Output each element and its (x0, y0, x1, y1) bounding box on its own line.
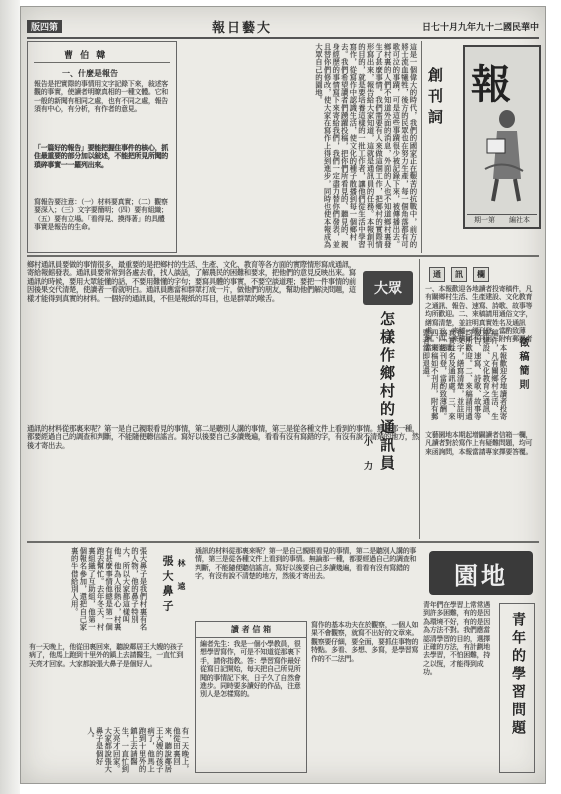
article-subtitle: 一、什麼是報告 (62, 68, 118, 78)
founding-title: 創刊詞 (426, 67, 444, 130)
youth-title-box (499, 603, 535, 773)
story-continuation: 有一天晚上，他從田裏回來，聽說鄰居王大嫂的孩子病了，他馬上跑到十里外的鎮上去請醫生，一直忙到天亮才回家。大家都說張大鼻子是個好人。 (86, 727, 190, 773)
logo-footer (467, 214, 537, 225)
column-logo (463, 45, 541, 229)
upper-center-text: 通訊的材料從那裏來呢？第一是自己親眼看見的事情，第二是聽別人講的事情，第三是從各種文件上看到的事情。無論那一種，都要經過自己的調查和判斷，不能隨便聽信謠言。寫好以後要自己多讀幾遍，看看有沒有寫錯的字，有沒有說不清楚的地方，然後才寄出去。 (195, 547, 417, 581)
story-body-2: 有一天晚上，他從田裏回來，聽說鄰居王大嫂的孩子病了，他馬上跑到十里外的鎮上去請醫生，一直忙到天亮才回家。大家都說張大鼻子是個好人。 (29, 643, 184, 668)
feature-headline: 怎樣作鄉村的通訊員 (378, 311, 396, 473)
column-side-title: 徵稿簡則 (517, 337, 528, 393)
story-body: 張大鼻子是我們村裏有名的人物，他的鼻子特別大，所以大家都這樣叫他。他為人很熱心，村裏有甚麼事情他總是第一個跑去幫忙。去年冬天，村裏組織了互助組，他第一個報名參加，還把自己家裏的牛借給別人用。 (70, 547, 148, 631)
feature-body: 鄉村通訊員要做的事情很多，最重要的是把鄉村的生活、生產、文化、教育等各方面的實際情形寫成通訊，寄給報館發表。通訊員要常常到各處去看，找人談話，了解農民的困難和要求，把他們的意見反映出來。寫通訊的時候，要用大眾能懂的話，不要用難懂的字句；要寫具體的事實，不要空談道理；要把一件事情的前因後果交代清楚，使讀者一看就明白。通訊員應當和群眾打成一片，做他們的朋友，幫助他們解決問題，這樣才能得到真實的材料。一個好的通訊員，不但是報紙的耳目，也是群眾的喉舌。 (27, 260, 356, 303)
founding-article-text: 這是一個偉大的時代，我們的國家正在艱苦的抗戰中，前方的將士流血犧牲，後方的民眾也在努力生產，每一個角落都有可歌可泣的事蹟，可是這些事蹟很少被記錄下來，被傳播出去。鄉村裏的人們不知道外面的消息，外面的人也不知道鄉村裏發生了甚麼事情。我們需要有人來做這個工作，把鄉村的實際情形寫出來，報告給大家知道，這就是通訊員的任務。本報創刊的目的，就是要培養這樣的一批工作者，讓他們從生活中學習寫作，從寫作中認識生活，使文化的種子散播到每一個鄉村去。我們希望讀者們踴躍投稿，把你們所看見的、聽見的、親身經歷的事情寫下來寄給我們，我們一定盡力替你們發表，並且替你們修改，使大家在寫作上得到進步，同時也使本報成為大眾自己的園地。 (314, 43, 418, 249)
youth-article-title: 青年的學習問題 (510, 612, 526, 738)
column-body-2: 文藝園地本期起增闢讀者信箱一欄，凡讀者對於寫作上有疑難問題，均可來函詢問，本報當請專家擇要答覆。 (425, 431, 533, 456)
editor-credit: 編社本 (509, 216, 530, 224)
mailbox-header: 讀 者 信 箱 (196, 622, 306, 638)
top-left-article-box (27, 41, 177, 253)
article-body-2: 「一篇好的報告」要能把握住事件的核心，抓住最重要的部分加以敍述，不能把所見所聞的瑣碎事實一一羅列出來。 (34, 143, 168, 169)
youth-article-body: 青年們在學習上常常遇到許多困難，有的是因為環境不好，有的是因為方法不對。我們應當認清學習的目的，選擇正確的方法，有計劃地去學習，不怕困難，持之以恆，才能得到成功。 (423, 601, 490, 677)
garden-banner: 園地 (429, 551, 533, 595)
column-notice: 一、本報歡迎各地讀者投寄稿件，凡有關鄉村生活、生產建設、文化教育之通訊、報告、速寫、詩歌、故事等均所歡迎。二、來稿請用通俗文字，繕寫清楚，並註明真實姓名及通訊處。三、來稿一經刊登，當酌致薄酬。四、來稿如不刊用，附有郵票者當即退還。 (421, 329, 508, 421)
section-divider (27, 255, 539, 257)
page-number: 版四第 (27, 20, 62, 33)
divider (421, 41, 422, 253)
reader-figure-icon (483, 109, 525, 204)
issue-date: 日七十月九年九十二國民華中 (421, 22, 539, 33)
newspaper-title: 報日藝大 (211, 20, 272, 36)
reader-mailbox (195, 621, 307, 773)
column-tag-1: 通 (429, 267, 445, 282)
story-author: 林 遠 (177, 559, 187, 596)
page-edge (0, 0, 20, 794)
writing-advice-text: 寫作的基本功夫在於觀察，一個人如果不會觀察，就寫不出好的文章來。觀察要仔細，要全面，要抓住事物的特點。多看、多想、多寫，是學習寫作的不二法門。 (311, 621, 419, 663)
article-body: 報告是把實際的事情用文字記錄下來，敍述客觀的事實，使讀者明瞭真相的一種文體。它和一般的新聞有相同之處，也有不同之處，報告須有中心，有分析，有作者的意見。 (34, 80, 168, 114)
column-body: 一、本報歡迎各地讀者投寄稿件，凡有關鄉村生活、生產建設、文化教育之通訊、報告、速寫、詩歌、故事等均所歡迎。二、來稿請用通俗文字，繕寫清楚，並註明真實姓名及通訊處。三、來稿一經刊登，當酌致薄酬。四、來稿如不刊用，附有郵票者當即退還。 (425, 285, 533, 352)
article-body-3: 寫報告要注意：（一）材料要真實；（二）觀察要深入；（三）文字要簡明；（四）要有組織；（五）要有立場。「看得見、摸得著」的具體事實是報告的生命。 (34, 198, 168, 232)
masthead (27, 15, 539, 39)
column-tag-3: 欄 (473, 267, 489, 282)
logo-character: 報 (471, 61, 511, 108)
section-divider (27, 541, 539, 543)
feature-icon-badge: 大眾 (363, 271, 413, 305)
feature-body-2: 通訊的材料從那裏來呢？第一是自己親眼看見的事情，第二是聽別人講的事情，第三是從各種文件上看到的事情。無論那一種，都要經過自己的調查和判斷，不能隨便聽信謠言。寫好以後要自己多讀幾遍，看看有沒有寫錯的字，有沒有說不清楚的地方，然後才寄出去。 (27, 424, 419, 450)
newspaper-page (20, 6, 546, 784)
mailbox-body: 編者先生：我是一個小學教員，很想學習寫作，可是不知道從那裏下手，請你指教。答：學習寫作最好從寫日記開始，每天把自己所見所聞的事情記下來，日子久了自然會進步。同時要多讀好的作品，注意別人是怎樣寫的。 (200, 640, 301, 699)
divider (34, 62, 170, 63)
issue-number: 期一第 (474, 216, 495, 224)
column-tag-2: 訊 (451, 267, 467, 282)
article-author: 曹 伯 韓 (64, 51, 108, 61)
story-title: 張大鼻子 (161, 555, 174, 615)
feature-author: 小 力 (362, 437, 372, 477)
divider (419, 259, 420, 539)
